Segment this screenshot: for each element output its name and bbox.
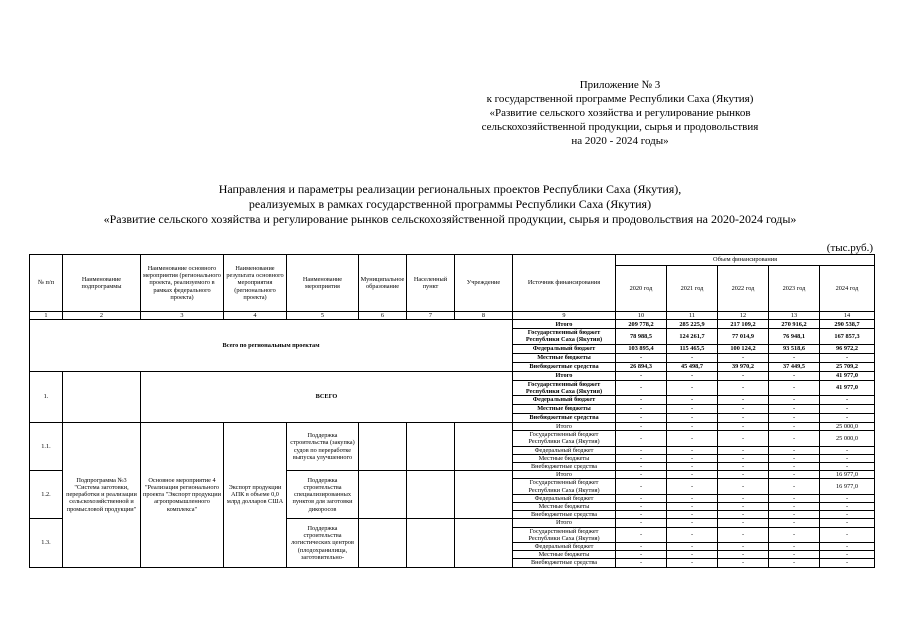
financing-value: - (718, 414, 769, 423)
header-volume: Объем финансирования (616, 255, 875, 266)
financing-value: - (616, 471, 667, 479)
financing-value: - (820, 353, 875, 362)
financing-source: Федеральный бюджет (513, 494, 616, 502)
financing-value: - (820, 511, 875, 519)
financing-value: - (718, 431, 769, 446)
financing-source: Итого (513, 471, 616, 479)
col-number: 8 (455, 312, 513, 320)
financing-value: 25 709,2 (820, 362, 875, 371)
financing-value: - (667, 494, 718, 502)
financing-source: Итого (513, 519, 616, 527)
financing-value: - (667, 454, 718, 462)
financing-value: - (616, 479, 667, 494)
financing-value: - (820, 551, 875, 559)
financing-value: 124 261,7 (667, 329, 718, 344)
financing-value: - (820, 463, 875, 471)
financing-value: - (769, 471, 820, 479)
settlement-cell (407, 423, 455, 471)
municipality-cell (359, 519, 407, 567)
financing-value: - (820, 446, 875, 454)
financing-value: - (616, 380, 667, 395)
financing-value: 76 948,1 (769, 329, 820, 344)
financing-value: - (667, 423, 718, 431)
financing-value: - (667, 519, 718, 527)
financing-source: Итого (513, 423, 616, 431)
units-label: (тыс.руб.) (826, 242, 873, 254)
block-label: ВСЕГО (141, 371, 513, 422)
financing-value: - (820, 414, 875, 423)
financing-value: - (616, 559, 667, 567)
col-number: 12 (718, 312, 769, 320)
institution-cell (455, 471, 513, 519)
financing-value: - (667, 405, 718, 414)
financing-value: - (718, 527, 769, 542)
financing-value: - (616, 494, 667, 502)
header-event: Наименование мероприятия (287, 255, 359, 312)
appendix-line: на 2020 - 2024 годы» (571, 135, 669, 147)
financing-source: Внебюджетные средства (513, 511, 616, 519)
municipality-cell (359, 471, 407, 519)
financing-value: - (667, 559, 718, 567)
header-subprogram: Наименование подпрограммы (63, 255, 141, 312)
financing-source: Государственный бюджет Республики Саха (Якутия) (513, 329, 616, 344)
institution-cell (455, 423, 513, 471)
financing-value: 41 977,0 (820, 380, 875, 395)
financing-value: - (820, 527, 875, 542)
document-heading (40, 182, 860, 227)
financing-value: 103 895,4 (616, 344, 667, 353)
financing-value: 39 970,2 (718, 362, 769, 371)
appendix-line: к государственной программе Республики Саха (Якутия) (486, 93, 754, 105)
financing-source: Внебюджетные средства (513, 362, 616, 371)
financing-value: - (667, 471, 718, 479)
heading-line: «Развитие сельского хозяйства и регулирование рынков сельскохозяйственной продукции, сырья и продовольствия на 2020-2024 годы» (103, 212, 797, 226)
subprogram-name: Подпрограмма №3 "Система заготовки, переработки и реализации сельскохозяйственной и промысловой продукции" (63, 423, 141, 568)
financing-value: 16 977,0 (820, 471, 875, 479)
col-number: 7 (407, 312, 455, 320)
financing-value: - (820, 519, 875, 527)
appendix-block (440, 78, 800, 148)
financing-value: 290 538,7 (820, 320, 875, 329)
financing-value: - (718, 519, 769, 527)
header-result: Наименование результата основного мероприятия (регионального проекта) (224, 255, 287, 312)
financing-value: - (616, 511, 667, 519)
financing-value: 96 972,2 (820, 344, 875, 353)
financing-value: 78 988,5 (616, 329, 667, 344)
financing-source: Местные бюджеты (513, 551, 616, 559)
total-label: Всего по региональным проектам (30, 320, 513, 371)
appendix-line: сельскохозяйственной продукции, сырья и продовольствия (481, 121, 759, 133)
financing-source: Внебюджетные средства (513, 559, 616, 567)
financing-value: - (616, 527, 667, 542)
financing-value: - (718, 543, 769, 551)
item-num: 1.1. (30, 423, 63, 471)
financing-source: Федеральный бюджет (513, 446, 616, 454)
item-row (30, 423, 875, 431)
financing-source: Местные бюджеты (513, 353, 616, 362)
appendix-line: Приложение № 3 (579, 79, 661, 91)
main-event-name: Основное мероприятие 4 "Реализация регионального проекта "Экспорт продукции агропромышленного комплекса" (141, 423, 224, 568)
financing-value: - (718, 396, 769, 405)
col-number: 13 (769, 312, 820, 320)
financing-value: 100 124,2 (718, 344, 769, 353)
financing-value: 115 465,5 (667, 344, 718, 353)
financing-value: - (718, 479, 769, 494)
financing-value: 25 000,0 (820, 423, 875, 431)
financing-value: - (718, 353, 769, 362)
col-number: 6 (359, 312, 407, 320)
financing-value: - (616, 396, 667, 405)
financing-value: - (769, 423, 820, 431)
municipality-cell (359, 423, 407, 471)
header-municipality: Муниципальное образование (359, 255, 407, 312)
header-main-event: Наименование основного мероприятия (регионального проекта, реализуемого в рамках федерального проекта) (141, 255, 224, 312)
total-row (30, 320, 875, 329)
financing-source: Внебюджетные средства (513, 414, 616, 423)
financing-value: - (769, 503, 820, 511)
financing-value: - (616, 353, 667, 362)
financing-value: - (616, 543, 667, 551)
column-number-row (30, 312, 875, 320)
financing-value: - (667, 380, 718, 395)
block-spacer (63, 371, 141, 422)
financing-value: - (667, 479, 718, 494)
financing-value: 26 894,3 (616, 362, 667, 371)
settlement-cell (407, 471, 455, 519)
header-year: 2023 год (769, 266, 820, 312)
financing-source: Местные бюджеты (513, 405, 616, 414)
financing-value: - (667, 431, 718, 446)
financing-value: - (667, 353, 718, 362)
financing-value: - (667, 543, 718, 551)
financing-value: - (718, 503, 769, 511)
financing-value: - (718, 454, 769, 462)
settlement-cell (407, 519, 455, 567)
financing-value: 16 977,0 (820, 479, 875, 494)
col-number: 14 (820, 312, 875, 320)
financing-value: - (616, 414, 667, 423)
financing-source: Федеральный бюджет (513, 344, 616, 353)
header-year: 2020 год (616, 266, 667, 312)
financing-value: - (820, 543, 875, 551)
item-num: 1.3. (30, 519, 63, 567)
financing-value: - (616, 405, 667, 414)
financing-value: - (667, 551, 718, 559)
financing-value: - (769, 559, 820, 567)
financing-source: Внебюджетные средства (513, 463, 616, 471)
header-year: 2022 год (718, 266, 769, 312)
col-number: 1 (30, 312, 63, 320)
header-year: 2024 год (820, 266, 875, 312)
financing-value: - (718, 380, 769, 395)
financing-value: - (769, 543, 820, 551)
financing-value: - (616, 423, 667, 431)
block-row (30, 371, 875, 380)
financing-value: - (820, 494, 875, 502)
heading-line: реализуемых в рамках государственной программы Республики Саха (Якутия) (248, 197, 652, 211)
financing-value: - (769, 396, 820, 405)
financing-value: - (718, 463, 769, 471)
financing-value: - (718, 405, 769, 414)
financing-value: - (820, 454, 875, 462)
financing-source: Местные бюджеты (513, 454, 616, 462)
event-name: Поддержка строительства логистических центров (плодохранилища, заготовительно- (287, 519, 359, 567)
financing-value: - (718, 471, 769, 479)
financing-value: - (820, 396, 875, 405)
header-year: 2021 год (667, 266, 718, 312)
financing-value: - (769, 405, 820, 414)
financing-value: - (769, 454, 820, 462)
financing-value: 285 225,9 (667, 320, 718, 329)
col-number: 2 (63, 312, 141, 320)
financing-value: - (769, 371, 820, 380)
financing-value: - (667, 511, 718, 519)
heading-line: Направления и параметры реализации региональных проектов Республики Саха (Якутия), (218, 182, 682, 196)
event-name: Поддержка строительства (закупка) судов по переработке выпуска улучшенного (287, 423, 359, 471)
financing-value: - (769, 479, 820, 494)
financing-value: - (667, 503, 718, 511)
financing-value: - (616, 519, 667, 527)
financing-value: 167 857,3 (820, 329, 875, 344)
financing-value: - (667, 371, 718, 380)
result-name: Экспорт продукции АПК в объеме 0,0 млрд долларов США (224, 423, 287, 568)
col-number: 4 (224, 312, 287, 320)
financing-value: - (769, 527, 820, 542)
financing-source: Государственный бюджет Республики Саха (Якутия) (513, 479, 616, 494)
col-number: 9 (513, 312, 616, 320)
financing-source: Государственный бюджет Республики Саха (Якутия) (513, 527, 616, 542)
block-num: 1. (30, 371, 63, 422)
financing-value: - (718, 559, 769, 567)
financing-value: - (718, 423, 769, 431)
event-name: Поддержка строительства специализированных пунктов для заготовки дикоросов (287, 471, 359, 519)
header-institution: Учреждение (455, 255, 513, 312)
financing-value: - (769, 511, 820, 519)
financing-value: - (820, 503, 875, 511)
financing-value: - (616, 551, 667, 559)
financing-value: - (769, 551, 820, 559)
financing-value: - (667, 527, 718, 542)
financing-source: Местные бюджеты (513, 503, 616, 511)
financing-value: - (718, 446, 769, 454)
financing-value: - (718, 511, 769, 519)
financing-value: 41 977,0 (820, 371, 875, 380)
financing-value: - (667, 396, 718, 405)
financing-value: - (616, 503, 667, 511)
financing-source: Федеральный бюджет (513, 396, 616, 405)
financing-value: 45 498,7 (667, 362, 718, 371)
financing-value: - (616, 431, 667, 446)
header-num: № п/п (30, 255, 63, 312)
financing-value: - (769, 494, 820, 502)
financing-source: Итого (513, 371, 616, 380)
financing-table (29, 254, 875, 568)
financing-value: - (718, 494, 769, 502)
financing-value: 93 518,6 (769, 344, 820, 353)
col-number: 5 (287, 312, 359, 320)
financing-value: - (718, 551, 769, 559)
financing-value: 77 014,9 (718, 329, 769, 344)
financing-value: 209 778,2 (616, 320, 667, 329)
item-num: 1.2. (30, 471, 63, 519)
financing-value: - (667, 414, 718, 423)
financing-value: - (769, 431, 820, 446)
institution-cell (455, 519, 513, 567)
financing-source: Государственный бюджет Республики Саха (Якутия) (513, 431, 616, 446)
financing-value: - (769, 446, 820, 454)
financing-value: 270 916,2 (769, 320, 820, 329)
header-settlement: Населенный пункт (407, 255, 455, 312)
col-number: 10 (616, 312, 667, 320)
financing-value: 217 109,2 (718, 320, 769, 329)
financing-source: Итого (513, 320, 616, 329)
financing-value: - (769, 414, 820, 423)
financing-value: - (616, 454, 667, 462)
financing-value: 25 000,0 (820, 431, 875, 446)
financing-source: Федеральный бюджет (513, 543, 616, 551)
financing-value: - (769, 463, 820, 471)
financing-value: - (769, 353, 820, 362)
col-number: 3 (141, 312, 224, 320)
financing-value: - (616, 446, 667, 454)
financing-value: - (769, 380, 820, 395)
financing-source: Государственный бюджет Республики Саха (Якутия) (513, 380, 616, 395)
financing-value: - (718, 371, 769, 380)
financing-value: - (616, 463, 667, 471)
financing-value: - (820, 559, 875, 567)
financing-value: - (667, 463, 718, 471)
financing-value: - (667, 446, 718, 454)
financing-value: - (769, 519, 820, 527)
appendix-line: «Развитие сельского хозяйства и регулирование рынков (489, 107, 751, 119)
financing-value: - (616, 371, 667, 380)
financing-value: 37 449,5 (769, 362, 820, 371)
header-source: Источник финансирования (513, 255, 616, 312)
financing-value: - (820, 405, 875, 414)
col-number: 11 (667, 312, 718, 320)
